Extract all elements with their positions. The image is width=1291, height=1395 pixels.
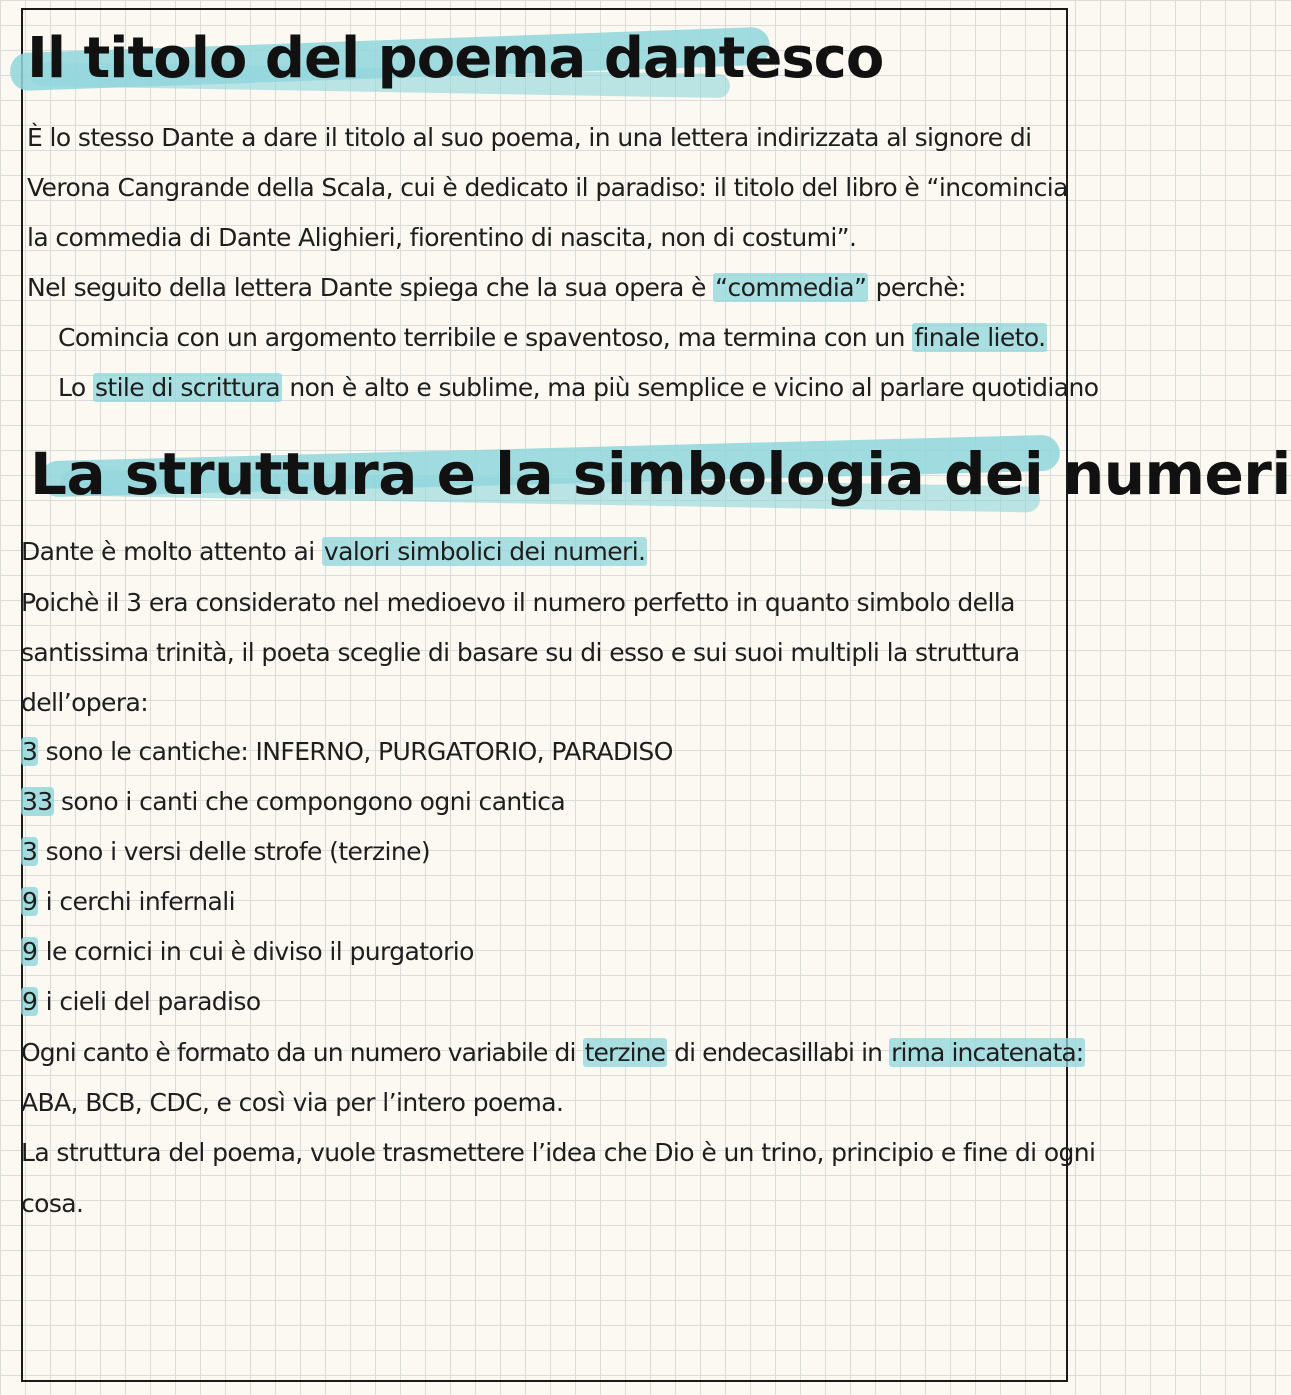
list-item [21,786,565,818]
highlighted-term: “commedia” [715,273,867,302]
list-item-text: i cerchi infernali [38,887,235,916]
list-item-text: sono i versi delle strofe (terzine) [38,837,431,866]
highlighted-term: valori simbolici dei numeri. [323,537,646,566]
text-fragment: Comincia con un argomento terribile e spaventoso, ma termina con un [58,323,913,352]
text-fragment: Nel seguito della lettera Dante spiega che la sua opera è [27,273,714,302]
paragraph-line: cosa. [21,1189,84,1218]
page-frame [21,8,1068,1382]
list-item [21,936,474,968]
highlighted-term: rima incatenata: [891,1038,1084,1067]
paragraph-line: santissima trinità, il poeta sceglie di basare su di esso e sui suoi multipli la struttura [21,638,1020,667]
text-fragment: non è alto e sublime, ma più semplice e vicino al parlare quotidiano [282,373,1099,402]
bullet-line [58,372,1098,404]
highlighted-term: finale lieto. [914,323,1046,352]
paragraph-line [21,1037,1085,1069]
list-item-text: sono i canti che compongono ogni cantica [53,787,566,816]
paragraph-line [21,536,647,568]
list-item [21,736,673,768]
list-item [21,886,235,918]
list-item [21,986,261,1018]
paragraph-line: È lo stesso Dante a dare il titolo al suo poema, in una lettera indirizzata al signore di [27,123,1032,152]
paragraph-line: ABA, BCB, CDC, e così via per l’intero poema. [21,1088,564,1117]
paragraph-line [27,272,966,304]
paragraph-line: dell’opera: [21,688,149,717]
list-item [21,836,430,868]
number-highlight: 9 [22,937,38,966]
list-item-text: le cornici in cui è diviso il purgatorio [38,937,474,966]
number-highlight: 9 [22,887,38,916]
list-item-text: i cieli del paradiso [38,987,261,1016]
text-fragment: di endecasillabi in [667,1038,890,1067]
number-highlight: 33 [22,787,53,816]
text-fragment: Lo [58,373,93,402]
text-fragment: perchè: [868,273,966,302]
highlighted-term: stile di scrittura [94,373,280,402]
list-item-text: sono le cantiche: INFERNO, PURGATORIO, PARADISO [38,737,673,766]
number-highlight: 9 [22,987,38,1016]
section-title-titolo: Il titolo del poema dantesco [27,26,884,91]
paragraph-line: Poichè il 3 era considerato nel medioevo il numero perfetto in quanto simbolo della [21,588,1015,617]
number-highlight: 3 [22,837,38,866]
number-highlight: 3 [22,737,38,766]
paragraph-line: Verona Cangrande della Scala, cui è dedicato il paradiso: il titolo del libro è “incomincia [27,173,1068,202]
paragraph-line: La struttura del poema, vuole trasmettere l’idea che Dio è un trino, principio e fine di ogni [21,1138,1096,1167]
section-title-struttura: La struttura e la simbologia dei numeri [30,440,1291,508]
highlighted-term: terzine [584,1038,666,1067]
bullet-line [58,322,1047,354]
text-fragment: Ogni canto è formato da un numero variabile di [21,1038,583,1067]
paragraph-line: la commedia di Dante Alighieri, fiorentino di nascita, non di costumi”. [27,223,857,252]
text-fragment: Dante è molto attento ai [21,537,322,566]
